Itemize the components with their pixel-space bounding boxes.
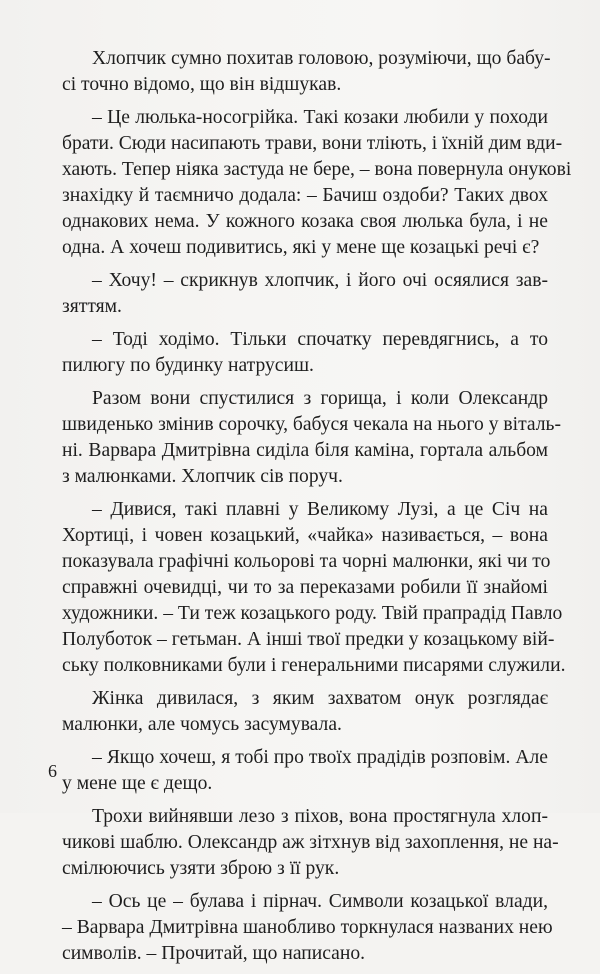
text-line: Хлопчик сумно похитав головою, розуміючи, що бабу- <box>92 48 551 69</box>
paragraph <box>62 745 548 797</box>
text-line: Полуботок – гетьман. А інші твої предки у козацькому вій- <box>62 629 555 650</box>
text-line: малюнки, але чомусь засумувала. <box>62 714 342 735</box>
paragraph <box>62 268 548 320</box>
text-line: символів. – Прочитай, що написано. <box>62 943 366 964</box>
text-line: – Тоді ходімо. Тільки спочатку перевдягнись, а то <box>92 329 548 350</box>
text-line: зяттям. <box>62 296 122 317</box>
text-line: – Дивися, такі плавні у Великому Лузі, а це Січ на <box>92 499 548 520</box>
text-line: чикові шаблю. Олександр аж зітхнув від захоплення, не на- <box>62 832 559 853</box>
text-line: одна. А хочеш подивитись, які у мене ще козацькі речі є? <box>62 237 540 258</box>
paragraph <box>62 686 548 738</box>
text-line: швиденько змінив сорочку, бабуся чекала на нього у віталь- <box>62 414 562 435</box>
text-line: справжні очевидці, чи то за переказами робили її знайомі <box>62 577 548 598</box>
text-line: – Це люлька-носогрійка. Такі козаки любили у походи <box>92 107 548 128</box>
text-line: з малюнками. Хлопчик сів поруч. <box>62 466 343 487</box>
text-line: ні. Варвара Дмитрівна сиділа біля каміна, гортала альбом <box>62 440 548 461</box>
text-line: знахідку й таємничо додала: – Бачиш оздоби? Таких двох <box>62 185 548 206</box>
text-line: – Ось це – булава і пірнач. Символи козацької влади, <box>92 891 548 912</box>
body-text <box>62 46 572 974</box>
text-line: хають. Тепер ніяка застуда не бере, – вона повернула онукові <box>62 159 572 180</box>
text-line: Хортиці, і човен козацький, «чайка» називається, – вона <box>62 525 548 546</box>
paragraph <box>62 804 559 882</box>
paragraph <box>62 327 548 379</box>
text-line: показувала графічні кольорові та чорні малюнки, які чи то <box>62 551 551 572</box>
text-line: Трохи вийнявши лезо з піхов, вона простягнула хлоп- <box>92 806 548 827</box>
paragraph <box>62 46 551 98</box>
text-line: смілюючись узяти зброю з її рук. <box>62 858 340 879</box>
text-line: ську полковниками були і генеральними писарями служили. <box>62 655 566 676</box>
text-line: художники. – Ти теж козацького роду. Твій прапрадід Павло <box>62 603 563 624</box>
text-line: однакових нема. У кожного козака своя люлька була, і не <box>62 211 548 232</box>
text-line: – Хочу! – скрикнув хлопчик, і його очі осяялися зав- <box>92 270 548 291</box>
paragraph <box>62 105 572 261</box>
text-line: – Варвара Дмитрівна шанобливо торкнулася названих нею <box>62 917 553 938</box>
text-line: пилюгу по будинку натрусиш. <box>62 355 314 376</box>
text-line: – Якщо хочеш, я тобі про твоїх прадідів розповім. Але <box>92 747 548 768</box>
text-line: сі точно відомо, що він відшукав. <box>62 74 342 95</box>
page-number: 6 <box>48 761 57 781</box>
text-line: у мене ще є дещо. <box>62 773 213 794</box>
paragraph <box>62 386 562 490</box>
paragraph <box>62 889 553 967</box>
text-line: брати. Сюди насипають трави, вони тліють, і їхній дим вди- <box>62 133 563 154</box>
paragraph <box>62 497 566 679</box>
text-line: Жінка дивилася, з яким захватом онук розглядає <box>92 688 548 709</box>
text-line: Разом вони спустилися з горища, і коли Олександр <box>92 388 548 409</box>
